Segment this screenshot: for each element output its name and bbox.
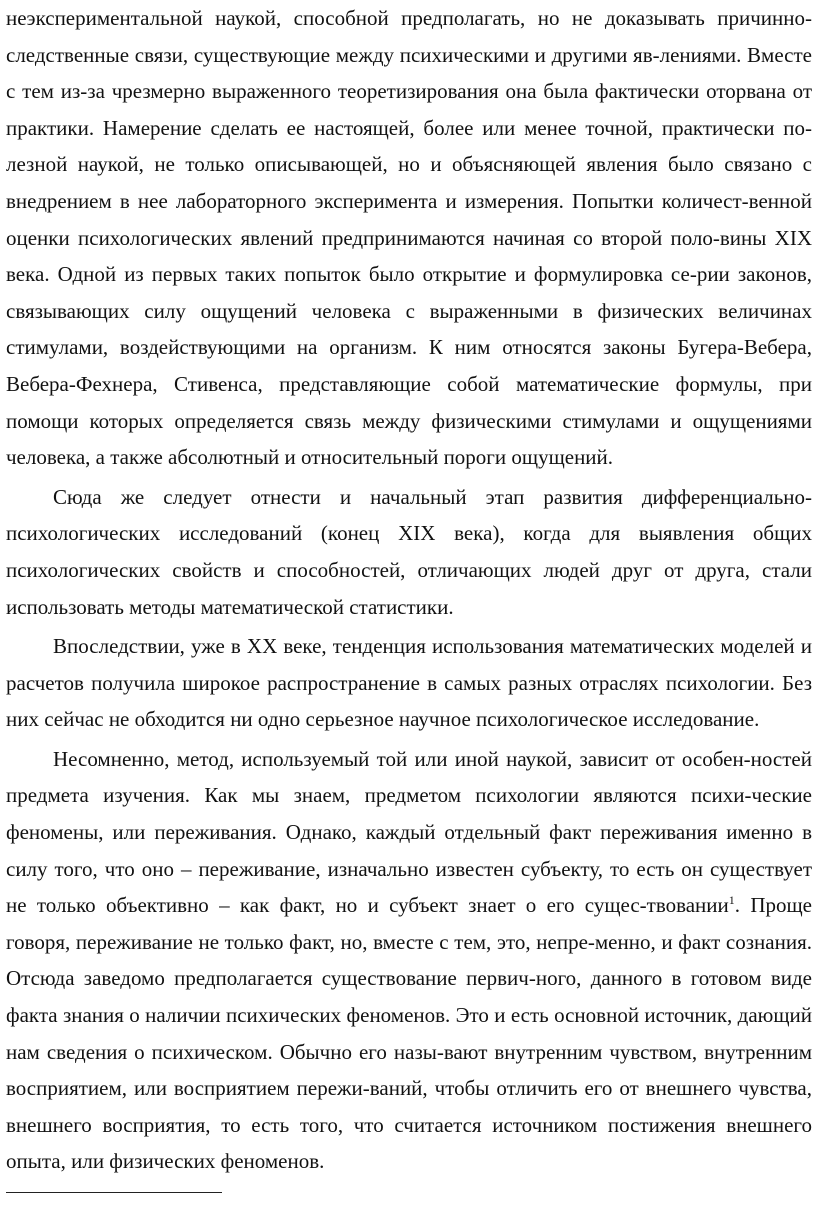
paragraph-text-after-footnote: . Проще говоря, переживание не только факт, но, вместе с тем, это, непре-менно, и факт сознания. Отсюда заведомо предполагается существование первич-ного, данного в готовом виде факта знания о наличии психических феноменов. Это и есть основной источник, дающий нам сведения о психическом. Обычно его назы-вают внутренним чувством, внутренним восприятием, или восприятием пережи-ваний, чтобы отличить его от внешнего чувства, внешнего восприятия, то есть того, что считается источником постижения внешнего опыта, или физических феноменов. bbox=[6, 893, 812, 1174]
paragraph-continuation: неэкспериментальной наукой, способной предполагать, но не доказывать причинно-следственные связи, существующие между психическими и другими яв-лениями. Вместе с тем из-за чрезмерно выраженного теоретизирования она была фактически оторвана от практики. Намерение сделать ее настоящей, более или менее точной, практически по-лезной наукой, не только описывающей, но и объясняющей явления было связано с внедрением в нее лабораторного эксперимента и измерения. Попытки количест-венной оценки психологических явлений предпринимаются начиная со второй поло-вины XIX века. Одной из первых таких попыток было открытие и формулировка се-рии законов, связывающих силу ощущений человека с выраженными в физических величинах стимулами, воздействующими на организм. К ним относятся законы Бугера-Вебера, Вебера-Фехнера, Стивенса, представляющие собой математические формулы, при помощи которых определяется связь между физическими стимулами и ощущениями человека, а также абсолютный и относительный пороги ощущений. bbox=[6, 6, 812, 470]
document-page bbox=[6, 0, 812, 1180]
paragraph-text-before-footnote: Несомненно, метод, используемый той или иной наукой, зависит от особен-ностей предмета изучения. Как мы знаем, предметом психологии являются психи-ческие феномены, или переживания. Однако, каждый отдельный факт переживания именно в силу того, что оно – переживание, изначально известен субъекту, то есть он существует не только объективно – как факт, но и субъект знает о его сущес-твовании bbox=[6, 746, 812, 918]
paragraph-twentieth-century: Впоследствии, уже в XX веке, тенденция использования математических моделей и расчетов получила широкое распространение в самых разных отраслях психологии. Без них сейчас не обходится ни одно серьезное научное психологическое исследование. bbox=[6, 634, 812, 732]
paragraph-differential-psychology: Сюда же следует отнести и начальный этап развития дифференциально-психологических исследований (конец XIX века), когда для выявления общих психологических свойств и способностей, отличающих людей друг от друга, стали использовать методы математической статистики. bbox=[6, 484, 812, 619]
footnote-reference[interactable]: 1 bbox=[728, 893, 735, 908]
paragraph-method-and-subject bbox=[6, 741, 812, 1180]
footnote-separator bbox=[6, 1192, 222, 1193]
